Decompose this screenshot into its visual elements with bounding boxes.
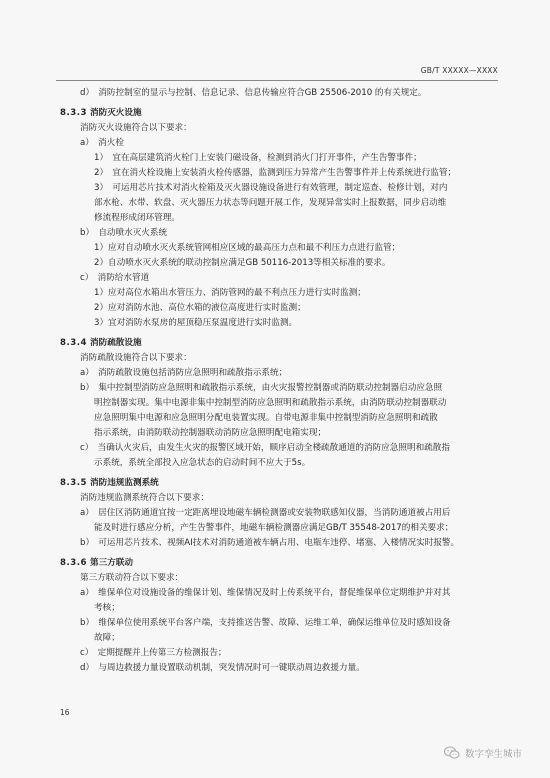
page-number: 16 — [60, 708, 70, 717]
text-line: 明控制器实现。集中电源非集中控制型消防应急照明和疏散指示系统，由消防联动控制器联动 — [94, 398, 447, 408]
text-line: b） 自动喷水灭火系统 — [80, 228, 168, 238]
text-line: d） 消防控制室的显示与控制、信息记录、信息传输应符合GB 25506-2010 的有关规定。 — [80, 88, 427, 98]
watermark-text: 数字孪生城市 — [464, 749, 522, 760]
wechat-icon — [444, 746, 460, 760]
text-line: 故障； — [94, 633, 120, 643]
text-line: 应急照明集中电源和应急照明分配电装置实现。自带电源非集中控制型消防应急照明和疏散 — [94, 413, 438, 423]
text-line: 考核； — [94, 603, 120, 613]
text-line: a） 消火栓 — [80, 138, 124, 148]
text-line: b） 维保单位使用系统平台客户端，支持推送告警、故障、运维工单，确保运维单位及时感知设备 — [80, 618, 451, 628]
text-line: b） 可运用芯片技术、视频AI技术对消防通道被车辆占用、电瓶车违停、堵塞、入楼情况实时报警。 — [80, 538, 460, 548]
text-line: 修流程形成闭环管理。 — [94, 213, 180, 223]
text-line: 消防违规监测系统符合以下要求： — [80, 493, 209, 503]
section-heading — [60, 476, 500, 491]
text-line: 1）应对高位水箱出水管压力、消防管网的最不利点压力进行实时监测； — [94, 288, 366, 298]
text-line: a） 居住区消防通道宜按一定距离埋设地磁车辆检测器或安装物联感知仪器，当消防通道被占用后 — [80, 508, 451, 518]
text-line: 1）应对自动喷水灭火系统管网相应区域的最高压力点和最不利压力点进行监管； — [94, 243, 401, 253]
section-title: 消防违规监测系统 — [90, 478, 159, 488]
section-title: 消防灭火设施 — [90, 108, 142, 118]
section-title: 第三方联动 — [90, 558, 133, 568]
section-number: 8.3.5 — [60, 478, 87, 488]
text-line: 指示系统，由消防联动控制器联动消防应急照明配电箱实现； — [94, 428, 327, 438]
standard-code: GB/T XXXXX—XXXX — [420, 66, 498, 75]
text-line: 2）应对消防水池、高位水箱的液位高度进行实时监测； — [94, 303, 306, 313]
text-line: c） 当确认火灾后，由发生火灾的报警区域开始，顺序启动全楼疏散通道的消防应急照明和疏散指 — [80, 443, 450, 453]
text-line: a） 消防疏散设施包括消防应急照明和疏散指示系统； — [80, 368, 288, 378]
text-line: 消防灭火设施符合以下要求： — [80, 123, 192, 133]
text-line: 第三方联动符合以下要求： — [80, 573, 184, 583]
text-line: 1） 宜在高层建筑消火栓门上安装门磁设备，检测到消火门打开事件，产生告警事件； — [94, 153, 422, 163]
text-line: 2）自动喷水灭火系统的联动控制应满足GB 50116-2013等相关标准的要求。 — [94, 258, 391, 268]
text-line: 消防疏散设施符合以下要求： — [80, 353, 192, 363]
text-line: 3）宜对消防水泵房的屋顶稳压泵温度进行实时监测。 — [94, 318, 298, 328]
text-line: d） 与周边救援力量设置联动机制，突发情况时可一键联动周边救援力量。 — [80, 663, 365, 673]
text-line: c） 消防给水管道 — [80, 273, 150, 283]
text-line: 3） 可运用芯片技术对消火栓箱及灭火器设施设备进行有效管理，制定巡查、检修计划，对内 — [94, 183, 448, 193]
text-line: b） 集中控制型消防应急照明和疏散指示系统，由火灾报警控制器或消防联动控制器启动应急照 — [80, 383, 443, 393]
watermark — [444, 746, 522, 760]
section-number: 8.3.4 — [60, 338, 87, 348]
text-line: 2） 宜在消火栓设施上安装消火栓传感器，监测到压力异常产生告警事件并上传系统进行监管； — [94, 168, 457, 178]
header-divider — [56, 80, 498, 81]
section-heading — [60, 556, 500, 571]
text-line: a） 维保单位对设施设备的维保计划、维保情况及时上传系统平台，督促维保单位定期维护并对其 — [80, 588, 451, 598]
section-title: 消防疏散设施 — [90, 338, 142, 348]
text-line: 示系统，系统全部投入应急状态的启动时间不应大于5s。 — [94, 458, 311, 468]
section-heading — [60, 106, 500, 121]
section-heading — [60, 336, 500, 351]
section-number: 8.3.6 — [60, 558, 87, 568]
text-line: 部水枪、水带、软盘、灭火器压力状态等问题开展工作，发现异常实时上报数据，同步启动维 — [94, 198, 447, 208]
text-line: 能及时进行感应分析，产生告警事件，地磁车辆检测器应满足GB/T 35548-2017的相关要求； — [94, 523, 454, 533]
document-body — [60, 86, 500, 676]
section-number: 8.3.3 — [60, 108, 87, 118]
text-line: c） 定期提醒并上传第三方检测报告； — [80, 648, 227, 658]
